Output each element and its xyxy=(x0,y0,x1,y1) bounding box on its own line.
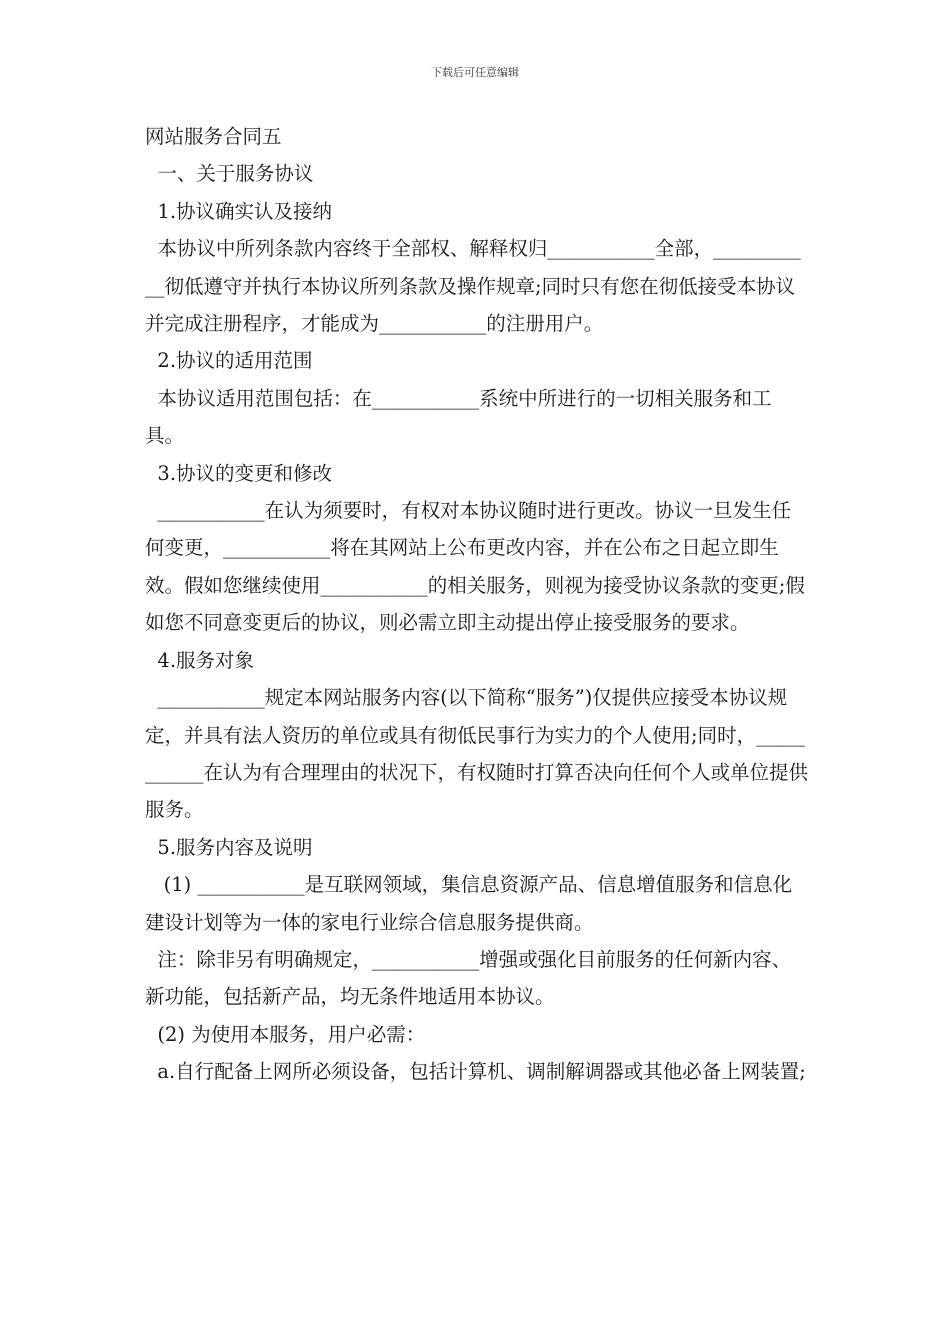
clause-body-5-1: (1) ___________是互联网领域，集信息资源产品、信息增值服务和信息化建设计划等为一体的家电行业综合信息服务提供商。 xyxy=(145,873,793,934)
clause-heading-4: 4.服务对象 xyxy=(145,648,255,672)
page-header: 下载后可任意编辑 xyxy=(431,66,519,79)
clause-note: 注：除非另有明确规定，___________增强或强化目前服务的任何新内容、新功能，包括新产品，均无条件地适用本协议。 xyxy=(145,947,792,1009)
clause-body-1: 本协议中所列条款内容终于全部权、解释权归___________全部，___________彻低遵守并执行本协议所列条款及操作规章;同时只有您在彻低接受本协议并完成注册程序，才能成为___________的注册用户。 xyxy=(145,237,801,336)
clause-heading-2: 2.协议的适用范围 xyxy=(145,349,313,373)
document-body xyxy=(145,118,808,1091)
clause-heading-5: 5.服务内容及说明 xyxy=(145,835,313,859)
clause-heading-3: 3.协议的变更和修改 xyxy=(145,461,333,485)
clause-body-5-2-a: a.自行配备上网所必须设备，包括计算机、调制解调器或其他必备上网装置; xyxy=(145,1060,806,1084)
clause-body-2: 本协议适用范围包括：在___________系统中所进行的一切相关服务和工具。 xyxy=(145,386,772,448)
clause-body-4: ___________规定本网站服务内容(以下简称“服务”)仅提供应接受本协议规定，并具有法人资历的单位或具有彻低民事行为实力的个人使用;同时，___________在认为有合理理由的状况下，有权随时打算否决向任何个人或单位提供服务。 xyxy=(145,686,809,822)
clause-heading-1: 1.协议确实认及接纳 xyxy=(145,199,333,223)
clause-body-3: ___________在认为须要时，有权对本协议随时进行更改。协议一旦发生任何变更，___________将在其网站上公布更改内容，并在公布之日起立即生效。假如您继续使用___________的相关服务，则视为接受协议条款的变更;假如您不同意变更后的协议，则必需立即主动提出停止接受服务的要求。 xyxy=(145,499,805,635)
document-title: 网站服务合同五 xyxy=(145,125,282,148)
clause-body-5-2: (2) 为使用本服务，用户必需： xyxy=(145,1022,426,1046)
section-heading-about: 一、关于服务协议 xyxy=(145,162,314,186)
